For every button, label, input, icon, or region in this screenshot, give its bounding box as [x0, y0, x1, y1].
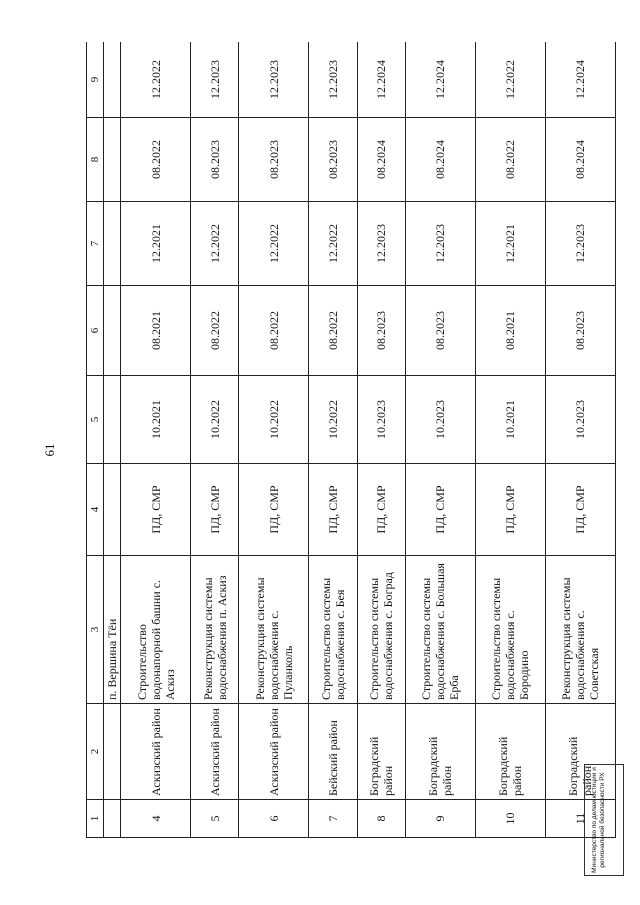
row-number: 8: [357, 800, 405, 838]
table-row: [405, 42, 475, 838]
date-cell-9: 12.2023: [191, 42, 239, 118]
date-cell-5: 10.2022: [309, 376, 357, 464]
stage-cell: ПД, СМР: [545, 464, 615, 556]
date-cell-5: 10.2021: [121, 376, 191, 464]
district-cell: Бейский район: [309, 704, 357, 800]
rotated-table-area: [86, 42, 616, 838]
date-cell-6: 08.2021: [475, 286, 545, 376]
district-cell: Боградский район: [475, 704, 545, 800]
page-number: 61: [42, 443, 57, 457]
object-cell: Реконструкция системы водоснабжения с. Советская: [545, 556, 615, 704]
date-cell-8: 08.2024: [545, 118, 615, 202]
date-cell-9: 12.2023: [239, 42, 309, 118]
date-cell-6: 08.2022: [309, 286, 357, 376]
schedule-table: [86, 42, 616, 838]
date-cell-7: 12.2021: [475, 202, 545, 286]
date-cell-8: 08.2022: [475, 118, 545, 202]
date-cell-8: 08.2022: [121, 118, 191, 202]
row-number: 9: [405, 800, 475, 838]
column-header-6: 6: [87, 286, 104, 376]
object-cell: Строительство системы водоснабжения с. Бея: [309, 556, 357, 704]
date-cell-9: 12.2024: [545, 42, 615, 118]
row-number: 4: [121, 800, 191, 838]
date-cell-7: 12.2023: [405, 202, 475, 286]
row-number: 11: [545, 800, 615, 838]
date-cell-9: 12.2022: [475, 42, 545, 118]
continuation-text: п. Вершина Тёи: [104, 556, 121, 704]
column-header-2: 2: [87, 704, 104, 800]
table-row: [357, 42, 405, 838]
date-cell-5: 10.2021: [475, 376, 545, 464]
district-cell: Аскизский район: [191, 704, 239, 800]
date-cell-5: 10.2023: [357, 376, 405, 464]
date-cell-6: 08.2022: [191, 286, 239, 376]
registration-stamp: [584, 764, 624, 876]
date-cell-8: 08.2024: [405, 118, 475, 202]
district-cell: Боградский район: [357, 704, 405, 800]
column-header-1: 1: [87, 800, 104, 838]
date-cell-7: 12.2022: [239, 202, 309, 286]
date-cell-5: 10.2023: [405, 376, 475, 464]
date-cell-6: 08.2021: [121, 286, 191, 376]
column-header-3: 3: [87, 556, 104, 704]
date-cell-6: 08.2023: [545, 286, 615, 376]
column-header-4: 4: [87, 464, 104, 556]
stage-cell: ПД, СМР: [475, 464, 545, 556]
table-row: [121, 42, 191, 838]
header-row: [87, 42, 104, 838]
stage-cell: ПД, СМР: [239, 464, 309, 556]
date-cell-8: 08.2024: [357, 118, 405, 202]
object-cell: Строительство водонапорной башни с. Аскиз: [121, 556, 191, 704]
table-row: [191, 42, 239, 838]
stage-cell: ПД, СМР: [357, 464, 405, 556]
date-cell-5: 10.2022: [191, 376, 239, 464]
date-cell-7: 12.2023: [545, 202, 615, 286]
district-cell: Боградский район: [405, 704, 475, 800]
row-number: 7: [309, 800, 357, 838]
date-cell-7: 12.2023: [357, 202, 405, 286]
table-row: [239, 42, 309, 838]
stage-cell: ПД, СМР: [309, 464, 357, 556]
date-cell-6: 08.2022: [239, 286, 309, 376]
row-number: 10: [475, 800, 545, 838]
stage-cell: ПД, СМР: [405, 464, 475, 556]
object-cell: Строительство системы водоснабжения с. Бородино: [475, 556, 545, 704]
column-header-8: 8: [87, 118, 104, 202]
column-header-5: 5: [87, 376, 104, 464]
date-cell-8: 08.2023: [191, 118, 239, 202]
district-cell: Боградский район: [545, 704, 615, 800]
date-cell-6: 08.2023: [357, 286, 405, 376]
object-cell: Строительство системы водоснабжения с. Большая Ерба: [405, 556, 475, 704]
date-cell-6: 08.2023: [405, 286, 475, 376]
date-cell-8: 08.2023: [239, 118, 309, 202]
row-number: 5: [191, 800, 239, 838]
date-cell-9: 12.2024: [405, 42, 475, 118]
date-cell-7: 12.2022: [191, 202, 239, 286]
stamp-text: Министерство по делам юстиции и региональной безопасности РХ: [584, 764, 624, 876]
date-cell-8: 08.2023: [309, 118, 357, 202]
column-header-9: 9: [87, 42, 104, 118]
table-row: [309, 42, 357, 838]
date-cell-5: 10.2023: [545, 376, 615, 464]
object-cell: Строительство системы водоснабжения с. Боград: [357, 556, 405, 704]
date-cell-5: 10.2022: [239, 376, 309, 464]
column-header-7: 7: [87, 202, 104, 286]
date-cell-9: 12.2024: [357, 42, 405, 118]
table-row: [545, 42, 615, 838]
row-number: 6: [239, 800, 309, 838]
district-cell: Аскизский район: [121, 704, 191, 800]
object-cell: Реконструкция системы водоснабжения п. Аскиз: [191, 556, 239, 704]
stage-cell: ПД, СМР: [121, 464, 191, 556]
district-cell: Аскизский район: [239, 704, 309, 800]
continuation-row: [104, 42, 121, 838]
table-row: [475, 42, 545, 838]
stage-cell: ПД, СМР: [191, 464, 239, 556]
date-cell-7: 12.2022: [309, 202, 357, 286]
date-cell-9: 12.2022: [121, 42, 191, 118]
object-cell: Реконструкция системы водоснабжения с. Пуланколь: [239, 556, 309, 704]
date-cell-7: 12.2021: [121, 202, 191, 286]
date-cell-9: 12.2023: [309, 42, 357, 118]
